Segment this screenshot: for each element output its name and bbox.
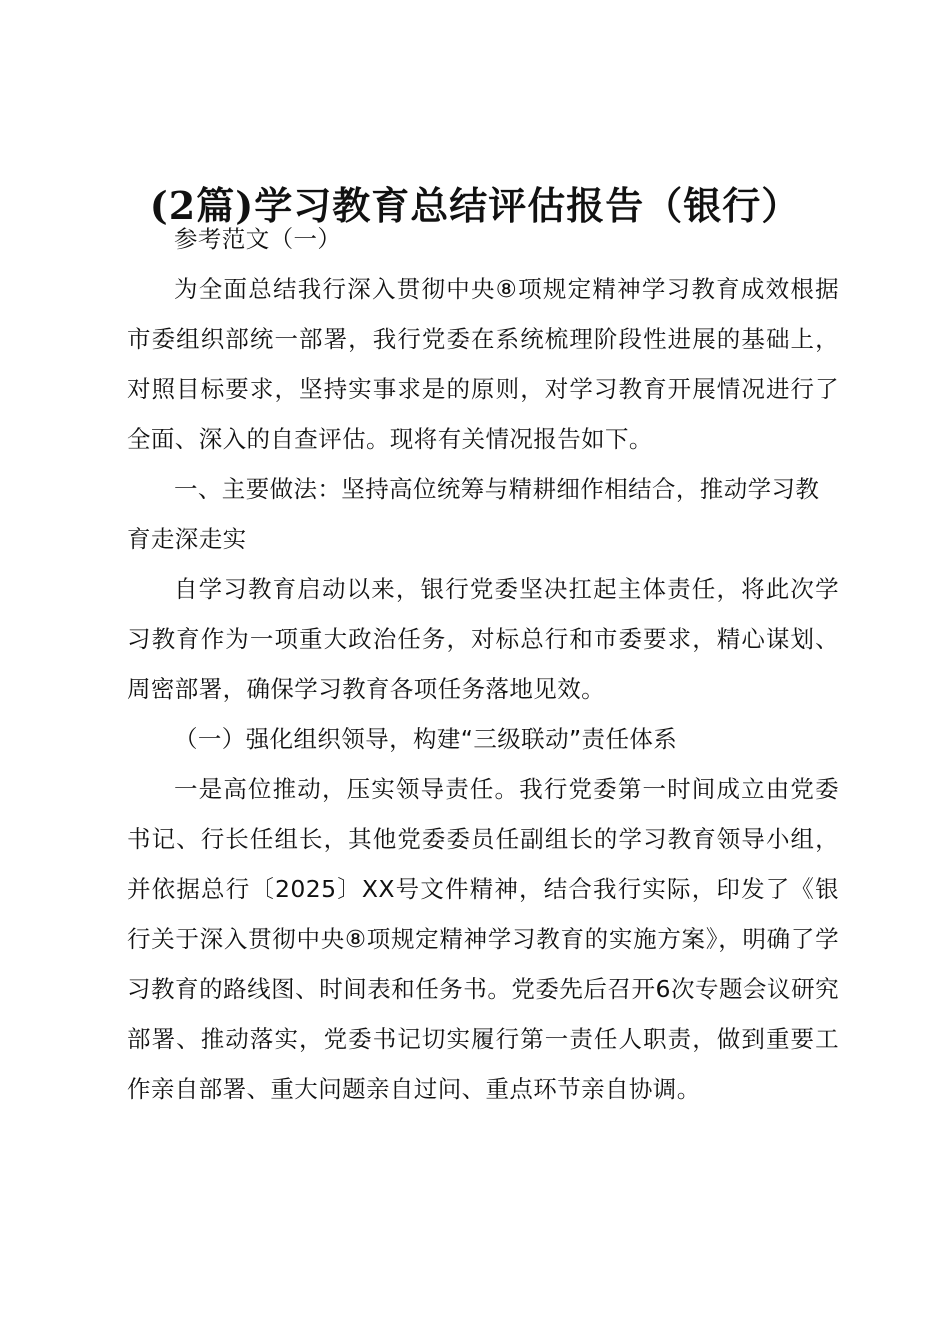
section-1-heading: 一、主要做法：坚持高位统筹与精耕细作相结合，推动学习教育走深走实 xyxy=(127,475,820,553)
document-body xyxy=(127,214,839,1114)
section-1-paragraph: 自学习教育启动以来，银行党委坚决扛起主体责任，将此次学习教育作为一项重大政治任务，对标总行和市委要求，精心谋划、周密部署，确保学习教育各项任务落地见效。 xyxy=(127,575,839,703)
document-title: (2篇)学习教育总结评估报告（银行） xyxy=(149,183,801,228)
subsection-1-heading: （一）强化组织领导，构建“三级联动”责任体系 xyxy=(174,725,678,753)
subtitle: 参考范文（一） xyxy=(174,225,342,253)
intro-paragraph: 为全面总结我行深入贯彻中央⑧项规定精神学习教育成效根据市委组织部统一部署，我行党委在系统梳理阶段性进展的基础上，对照目标要求，坚持实事求是的原则，对学习教育开展情况进行了全面、深入的自查评估。现将有关情况报告如下。 xyxy=(127,275,839,453)
subsection-1-paragraph: 一是高位推动，压实领导责任。我行党委第一时间成立由党委书记、行长任组长，其他党委委员任副组长的学习教育领导小组，并依据总行〔2025〕XX号文件精神，结合我行实际，印发了《银行关于深入贯彻中央⑧项规定精神学习教育的实施方案》，明确了学习教育的路线图、时间表和任务书。党委先后召开6次专题会议研究部署、推动落实，党委书记切实履行第一责任人职责，做到重要工作亲自部署、重大问题亲自过问、重点环节亲自协调。 xyxy=(127,775,839,1103)
